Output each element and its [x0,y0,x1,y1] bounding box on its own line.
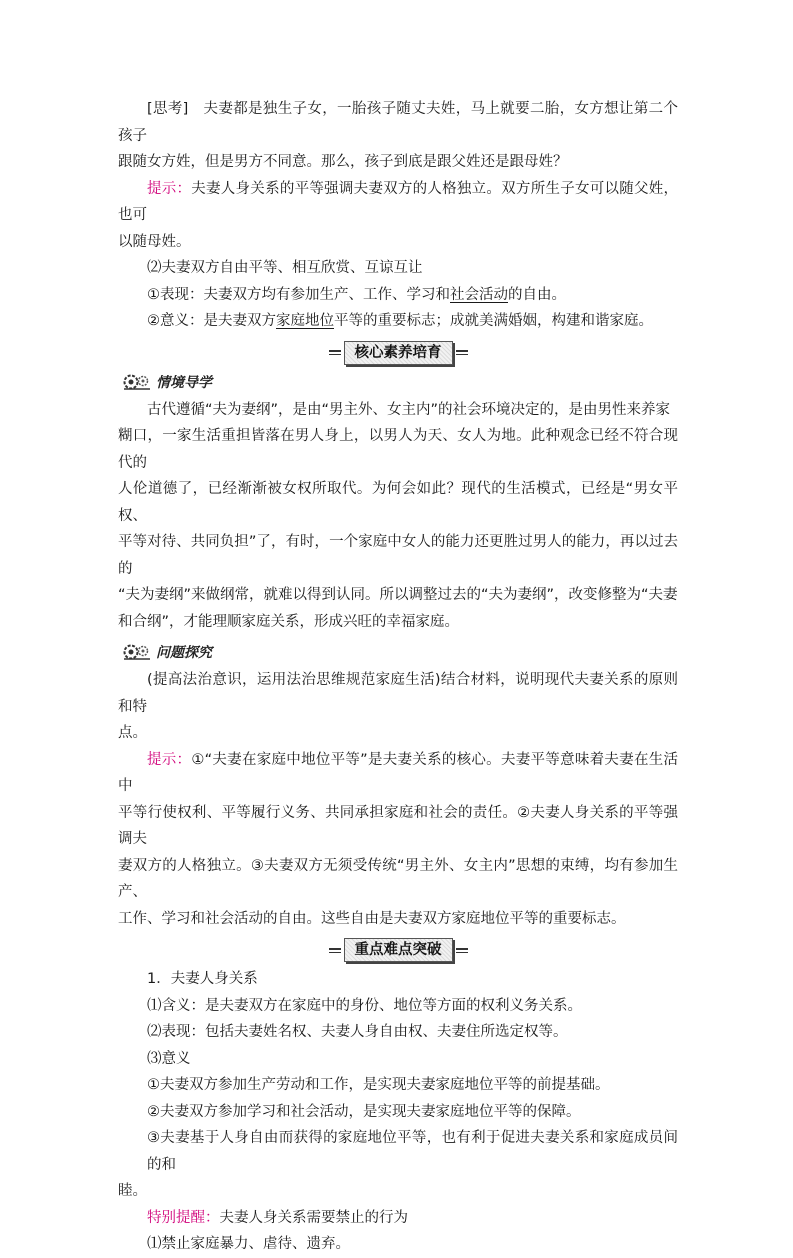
thinking-text-2: 跟随女方姓，但是男方不同意。那么，孩子到底是跟父姓还是跟母姓？ [118,154,568,170]
section-banner-core [118,341,678,365]
hint-label: 提示： [147,180,192,197]
inquiry-heading [122,641,678,663]
gear-book-icon [122,643,152,661]
banner-line-right [456,350,468,355]
banner-line-left [329,350,341,355]
scenario-line-3: 人伦道德了，已经渐渐被女权所取代。为何会如此？现代的生活模式，已经是“男女平权、 [118,481,678,524]
key-line-9: ⑴禁止家庭暴力、虐待、遗弃。 [147,1236,350,1252]
hint-label: 提示： [147,751,192,768]
inquiry-answer-4: 工作、学习和社会活动的自由。这些自由是夫妻双方家庭地位平等的重要标志。 [118,910,626,927]
point2-title: ⑵夫妻双方自由平等、相互欣赏、互谅互让 [147,260,423,276]
underlined-social-activity: 社会活动 [450,286,508,303]
key-line-8: 睦。 [118,1183,147,1199]
inquiry-answer-3: 妻双方的人格独立。③夫妻双方无须受传统“男主外、女主内”思想的束缚，均有参加生产、 [118,857,678,900]
key-line-6: ②夫妻双方参加学习和社会活动，是实现夫妻家庭地位平等的保障。 [147,1103,581,1120]
hint-text-1: 夫妻人身关系的平等强调夫妻双方的人格独立。双方所生子女可以随父姓，也可 [118,180,679,223]
key-line-1: 1．夫妻人身关系 [147,971,258,987]
scenario-line-4: 平等对待、共同负担”了，有时，一个家庭中女人的能力还更胜过男人的能力，再以过去的 [118,534,678,577]
hint-text-2: 以随母姓。 [118,233,191,250]
thinking-label: [思考] [147,101,189,117]
banner-line-right [456,948,468,953]
inquiry-answer-2: 平等行使权利、平等履行义务、共同承担家庭和社会的责任。②夫妻人身关系的平等强调夫 [118,804,678,847]
key-line-5: ①夫妻双方参加生产劳动和工作，是实现夫妻家庭地位平等的前提基础。 [147,1077,610,1093]
scenario-line-1: 古代遵循“夫为妻纲”，是由“男主外、女主内”的社会环境决定的，是由男性来养家 [147,401,671,418]
inquiry-question-2: 点。 [118,725,147,741]
banner-line-left [329,948,341,953]
thinking-paragraph [118,96,678,149]
point2-expression: ①表现：夫妻双方均有参加生产、工作、学习和社会活动的自由。 [147,286,566,303]
inquiry-answer-1: 提示：①“夫妻在家庭中地位平等”是夫妻关系的核心。夫妻平等意味着夫妻在生活中 [118,751,679,794]
special-reminder: 特别提醒：夫妻人身关系需要禁止的行为 [147,1209,408,1226]
key-line-4: ⑶意义 [147,1050,191,1067]
hint-paragraph-1 [118,176,678,229]
banner-title: 核心素养培育 [344,341,453,365]
inquiry-heading-text: 问题探究 [156,645,212,661]
underlined-family-status: 家庭地位 [276,313,334,329]
key-line-2: ⑴含义：是夫妻双方在家庭中的身份、地位等方面的权利义务关系。 [147,997,582,1014]
section-banner-key [118,938,678,962]
inquiry-question-1: (提高法治意识，运用法治思维规范家庭生活)结合材料，说明现代夫妻关系的原则和特 [118,672,678,715]
reminder-label: 特别提醒： [147,1209,220,1226]
scenario-line-6: 和合纲”，才能理顺家庭关系，形成兴旺的幸福家庭。 [118,613,460,630]
scenario-heading [122,371,678,393]
banner-title: 重点难点突破 [344,938,453,962]
scenario-line-5: “夫为妻纲”来做纲常，就难以得到认同。所以调整过去的“夫为妻纲”，改变修整为“夫妻 [118,587,678,603]
key-line-7: ③夫妻基于人身自由而获得的家庭地位平等，也有利于促进夫妻关系和家庭成员间的和 [147,1130,678,1173]
gear-book-icon [122,373,152,391]
scenario-heading-text: 情境导学 [156,374,212,391]
scenario-line-2: 糊口，一家生活重担皆落在男人身上，以男人为天、女人为地。此种观念已经不符合现代的 [118,428,678,471]
key-line-3: ⑵表现：包括夫妻姓名权、夫妻人身自由权、夫妻住所选定权等。 [147,1024,568,1040]
thinking-text-1: 夫妻都是独生子女，一胎孩子随丈夫姓，马上就要二胎，女方想让第二个孩子 [118,101,678,144]
document-content [118,96,678,1258]
point2-significance: ②意义：是夫妻双方家庭地位平等的重要标志；成就美满婚姻，构建和谐家庭。 [147,313,653,329]
